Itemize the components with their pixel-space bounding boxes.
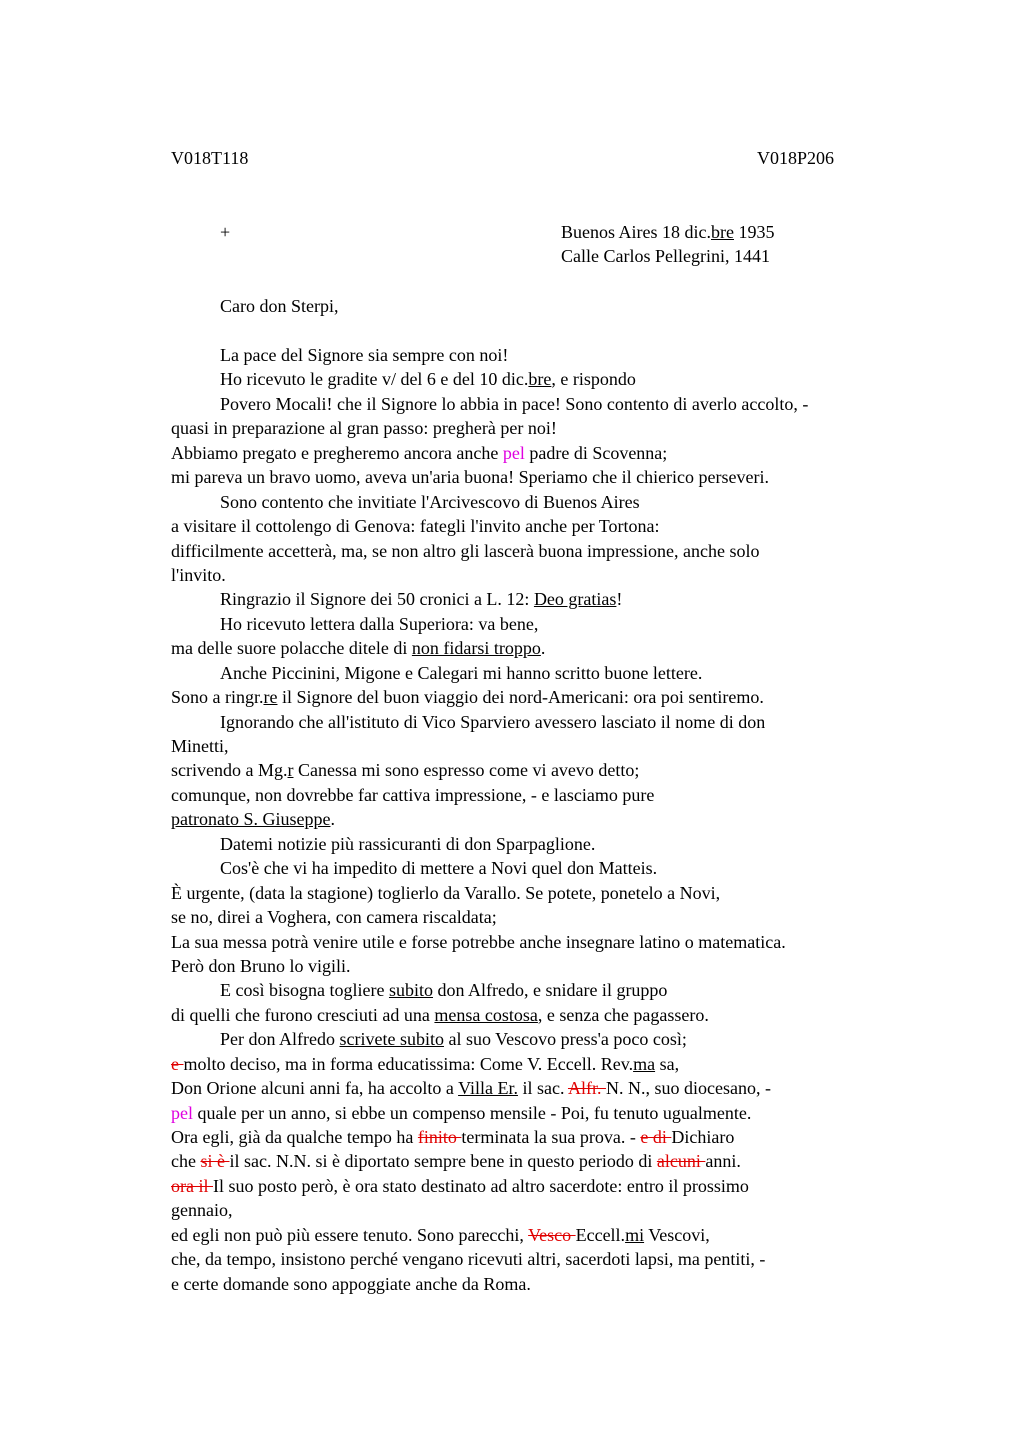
line-text: , e rispondo <box>551 369 636 390</box>
line-text: comunque, non dovrebbe far cattiva impressione, - e lasciamo pure <box>171 784 655 805</box>
line-text: di quelli che furono cresciuti ad una <box>171 1004 435 1025</box>
line-text: Ignorando che all'istituto di Vico Sparviero avessero lasciato il nome di don <box>220 711 766 732</box>
deleted-text: finito <box>417 1127 462 1147</box>
line-text: il sac. N.N. si è diportato sempre bene in questo periodo di <box>229 1151 657 1172</box>
line-text: Vescovi, <box>644 1224 710 1245</box>
body-line <box>171 1223 901 1247</box>
body-line <box>171 636 901 660</box>
line-text: mi pareva un bravo uomo, aveva un'aria buona! Speriamo che il chierico perseveri. <box>171 467 770 488</box>
line-text: E così bisogna togliere <box>220 980 389 1001</box>
line-text: Sono a ringr. <box>171 687 264 708</box>
underlined-text: non fidarsi troppo <box>411 638 541 659</box>
body-line <box>171 490 901 514</box>
place-date-text: Buenos Aires 18 dic. <box>561 222 711 242</box>
body-line <box>171 807 901 831</box>
line-text: ma delle suore polacche ditele di <box>171 638 412 659</box>
underlined-text: mensa costosa <box>434 1004 538 1025</box>
body-line <box>171 587 901 611</box>
line-text: se no, direi a Voghera, con camera riscaldata; <box>171 907 497 928</box>
deleted-text: si è <box>200 1151 230 1172</box>
line-text: difficilmente accetterà, ma, se non altro gli lascerà buona impressione, anche solo <box>171 540 760 561</box>
line-text: ! <box>616 589 623 610</box>
deleted-text: alcuni <box>656 1151 706 1172</box>
highlighted-text: pel <box>502 442 525 463</box>
line-text: Però don Bruno lo vigili. <box>171 955 351 976</box>
body-line <box>171 612 901 636</box>
underlined-text: Deo gratias <box>533 589 617 610</box>
underlined-text: mi <box>625 1224 645 1245</box>
line-text: . <box>540 638 546 659</box>
body-line <box>171 1003 901 1027</box>
body-line <box>171 1125 901 1149</box>
line-text: l'invito. <box>171 564 226 585</box>
address: Calle Carlos Pellegrini, 1441 <box>561 246 770 266</box>
line-text: Abbiamo pregato e pregheremo ancora anche <box>171 442 503 463</box>
line-text: N. N., suo diocesano, - <box>605 1078 771 1099</box>
line-text: il sac. <box>517 1078 568 1099</box>
line-text: Datemi notizie più rassicuranti di don Sparpaglione. <box>220 833 596 854</box>
deleted-text: ora il <box>171 1175 213 1196</box>
underlined-text: r <box>287 760 294 781</box>
cross-symbol: + <box>220 222 231 242</box>
underlined-text: scrivete subito <box>339 1029 444 1050</box>
line-text: don Alfredo, e snidare il gruppo <box>432 980 668 1001</box>
line-text: gennaio, <box>171 1200 233 1221</box>
body-line <box>171 539 901 563</box>
line-text: e certe domande sono appoggiate anche da Roma. <box>171 1273 531 1294</box>
line-text: Minetti, <box>171 736 229 756</box>
body-line <box>171 856 901 880</box>
line-text: Ho ricevuto lettera dalla Superiora: va bene, <box>220 613 539 634</box>
line-text: quasi in preparazione al gran passo: pregherà per noi! <box>171 418 557 439</box>
salutation: Caro don Sterpi, <box>220 296 339 316</box>
document-code-left: V018T118 <box>171 148 249 168</box>
letter-body <box>171 343 901 1296</box>
body-line <box>171 343 901 367</box>
underlined-text: subito <box>388 980 433 1001</box>
line-text: che, da tempo, insistono perché vengano ricevuti altri, sacerdoti lapsi, ma pentiti, - <box>171 1249 766 1270</box>
body-line <box>171 465 901 489</box>
body-line <box>171 758 901 782</box>
deleted-text: Vesco <box>528 1224 576 1245</box>
place-date-year: 1935 <box>733 222 775 242</box>
body-line <box>171 710 901 734</box>
line-text: molto deciso, ma in forma educatissima: Come V. Eccell. Rev. <box>183 1053 634 1074</box>
line-text: . <box>330 809 335 830</box>
body-line <box>171 563 901 587</box>
body-line <box>171 1101 901 1125</box>
line-text: che <box>171 1151 201 1172</box>
deleted-text: e <box>171 1053 184 1074</box>
body-line <box>171 930 901 954</box>
body-line <box>171 1198 901 1222</box>
body-line <box>171 392 901 416</box>
place-date-suffix: bre <box>711 222 734 242</box>
underlined-text: bre <box>528 369 552 390</box>
body-line <box>171 661 901 685</box>
body-line <box>171 685 901 709</box>
body-line <box>171 978 901 1002</box>
line-text: Il suo posto però, è ora stato destinato ad altro sacerdote: entro il prossimo <box>213 1175 749 1196</box>
line-text: scrivendo a Mg. <box>171 760 288 781</box>
line-text: anni. <box>705 1151 741 1172</box>
body-line <box>171 832 901 856</box>
body-line <box>171 1027 901 1051</box>
line-text: Sono contento che invitiate l'Arcivescovo di Buenos Aires <box>220 491 640 512</box>
line-text: padre di Scovenna; <box>524 442 668 463</box>
body-line <box>171 1149 901 1173</box>
line-text: Ringrazio il Signore dei 50 cronici a L. 12: <box>220 589 534 610</box>
body-line <box>171 514 901 538</box>
line-text: Eccell. <box>575 1224 626 1245</box>
body-line <box>171 881 901 905</box>
line-text: Don Orione alcuni anni fa, ha accolto a <box>171 1078 459 1099</box>
body-line <box>171 441 901 465</box>
line-text: È urgente, (data la stagione) toglierlo da Varallo. Se potete, ponetelo a Novi, <box>171 882 721 903</box>
body-line <box>171 905 901 929</box>
deleted-text: e di <box>640 1127 672 1147</box>
line-text: il Signore del buon viaggio dei nord-Americani: ora poi sentiremo. <box>277 687 764 708</box>
body-line <box>171 367 901 391</box>
body-line <box>171 1052 901 1076</box>
line-text: , e senza che pagassero. <box>537 1004 709 1025</box>
body-line <box>171 1247 901 1271</box>
line-text: al suo Vescovo press'a poco così; <box>443 1029 687 1050</box>
body-line <box>171 1076 901 1100</box>
body-line <box>171 734 901 758</box>
line-text: Canessa mi sono espresso come vi avevo detto; <box>293 760 640 781</box>
line-text: a visitare il cottolengo di Genova: fategli l'invito anche per Tortona: <box>171 516 660 537</box>
underlined-text: patronato S. Giuseppe <box>171 809 331 830</box>
line-text: ed egli non può più essere tenuto. Sono parecchi, <box>171 1224 529 1245</box>
highlighted-text: pel <box>171 1102 193 1123</box>
body-line <box>171 416 901 440</box>
line-text: Ho ricevuto le gradite v/ del 6 e del 10 dic. <box>220 369 529 390</box>
body-line <box>171 954 901 978</box>
line-text: sa, <box>655 1053 680 1074</box>
body-line <box>171 1272 901 1296</box>
line-text: La pace del Signore sia sempre con noi! <box>220 345 509 365</box>
underlined-text: ma <box>633 1053 656 1074</box>
underlined-text: re <box>263 687 278 708</box>
body-line <box>171 1174 901 1198</box>
line-text: Ora egli, già da qualche tempo ha <box>171 1127 418 1147</box>
line-text: Cos'è che vi ha impedito di mettere a Novi quel don Matteis. <box>220 858 658 879</box>
body-line <box>171 783 901 807</box>
line-text: terminata la sua prova. - <box>461 1127 641 1147</box>
line-text: La sua messa potrà venire utile e forse potrebbe anche insegnare latino o matematica. <box>171 931 786 952</box>
line-text: Per don Alfredo <box>220 1029 340 1050</box>
line-text: Anche Piccinini, Migone e Calegari mi hanno scritto buone lettere. <box>220 662 703 683</box>
line-text: Dichiaro <box>671 1127 735 1147</box>
place-date <box>561 220 774 244</box>
underlined-text: Villa Er. <box>458 1078 518 1099</box>
document-code-right: V018P206 <box>757 148 835 168</box>
line-text: quale per un anno, si ebbe un compenso mensile - Poi, fu tenuto ugualmente. <box>193 1102 752 1123</box>
deleted-text: Alfr. <box>567 1078 606 1099</box>
line-text: Povero Mocali! che il Signore lo abbia in pace! Sono contento di averlo accolto, - <box>220 393 809 414</box>
